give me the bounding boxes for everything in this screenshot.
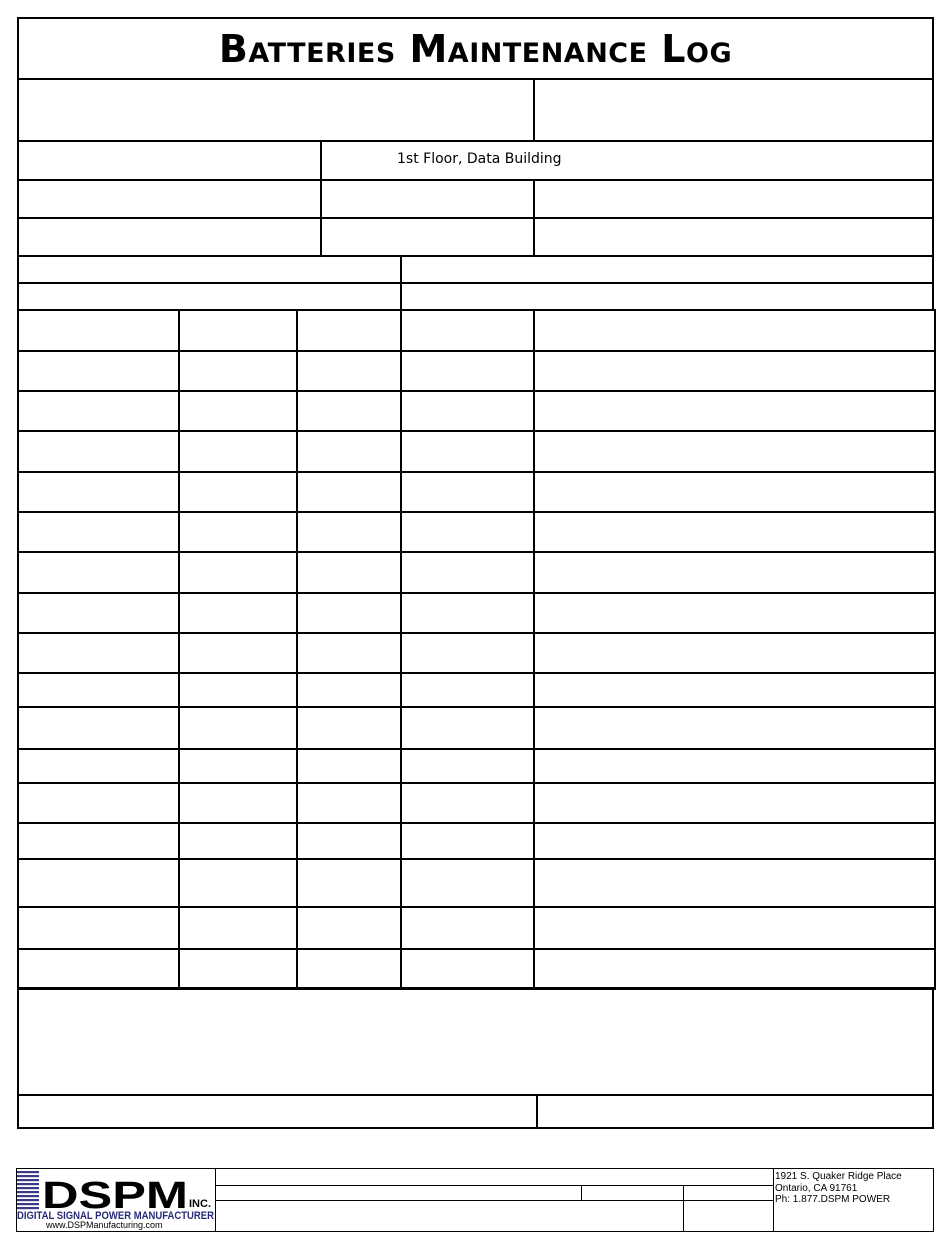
log-cell[interactable] [178, 672, 298, 708]
log-cell[interactable] [296, 706, 402, 750]
log-cell[interactable] [178, 632, 298, 674]
header-field[interactable] [17, 217, 322, 257]
log-cell[interactable] [296, 822, 402, 860]
log-cell[interactable] [533, 948, 936, 990]
header-field[interactable] [400, 282, 934, 311]
footer-field [683, 1200, 774, 1232]
log-cell[interactable] [296, 632, 402, 674]
log-cell[interactable] [178, 906, 298, 950]
log-cell[interactable] [533, 390, 936, 432]
log-cell[interactable] [400, 858, 535, 908]
log-cell[interactable] [400, 906, 535, 950]
log-cell[interactable] [296, 350, 402, 392]
notes-area[interactable] [17, 987, 934, 1096]
header-field[interactable] [533, 78, 934, 142]
log-cell[interactable] [17, 430, 180, 473]
log-cell[interactable] [533, 906, 936, 950]
dspm-logo [16, 1168, 216, 1232]
log-cell[interactable] [296, 748, 402, 784]
log-cell[interactable] [17, 748, 180, 784]
footer-field [215, 1168, 774, 1186]
log-cell[interactable] [296, 430, 402, 473]
log-cell[interactable] [400, 748, 535, 784]
location-value: 1st Floor, Data Building [397, 151, 562, 167]
log-cell[interactable] [178, 706, 298, 750]
log-cell[interactable] [400, 309, 535, 352]
log-cell[interactable] [17, 309, 180, 352]
log-cell[interactable] [178, 592, 298, 634]
log-cell[interactable] [533, 748, 936, 784]
header-field[interactable] [320, 179, 535, 219]
log-cell[interactable] [533, 858, 936, 908]
log-cell[interactable] [178, 471, 298, 513]
log-cell[interactable] [296, 906, 402, 950]
footer-field [581, 1185, 684, 1201]
log-cell[interactable] [17, 471, 180, 513]
log-cell[interactable] [400, 592, 535, 634]
log-cell[interactable] [400, 948, 535, 990]
log-cell[interactable] [296, 782, 402, 824]
log-cell[interactable] [296, 672, 402, 708]
log-cell[interactable] [296, 948, 402, 990]
logo-suffix: INC. [189, 1198, 211, 1210]
log-cell[interactable] [533, 822, 936, 860]
header-field[interactable] [17, 78, 535, 142]
log-cell[interactable] [178, 948, 298, 990]
signature-field[interactable] [536, 1094, 934, 1129]
header-field[interactable] [17, 179, 322, 219]
company-full-name: DIGITAL SIGNAL POWER MANUFACTURER [17, 1210, 215, 1222]
log-cell[interactable] [533, 632, 936, 674]
log-cell[interactable] [17, 822, 180, 860]
log-cell[interactable] [17, 706, 180, 750]
log-cell[interactable] [178, 858, 298, 908]
header-field[interactable] [17, 282, 402, 311]
log-cell[interactable] [400, 430, 535, 473]
company-website: www.DSPManufacturing.com [46, 1220, 163, 1230]
log-cell[interactable] [533, 551, 936, 594]
log-cell[interactable] [533, 511, 936, 553]
log-cell[interactable] [400, 782, 535, 824]
address-line2: Ontario, CA 91761 [775, 1182, 858, 1194]
log-cell[interactable] [400, 632, 535, 674]
log-cell[interactable] [178, 782, 298, 824]
log-cell[interactable] [17, 551, 180, 594]
log-cell[interactable] [17, 350, 180, 392]
log-cell[interactable] [178, 511, 298, 553]
log-cell[interactable] [178, 309, 298, 352]
footer-field [215, 1185, 582, 1201]
log-cell[interactable] [296, 390, 402, 432]
log-cell[interactable] [17, 390, 180, 432]
log-cell[interactable] [400, 706, 535, 750]
log-cell[interactable] [17, 592, 180, 634]
header-field[interactable] [533, 179, 934, 219]
header-field[interactable] [17, 140, 322, 181]
logo-wordmark: DSPM [42, 1175, 188, 1217]
log-cell[interactable] [533, 309, 936, 352]
log-cell[interactable] [296, 511, 402, 553]
log-cell[interactable] [533, 430, 936, 473]
log-cell[interactable] [533, 672, 936, 708]
log-cell[interactable] [533, 471, 936, 513]
log-cell[interactable] [400, 551, 535, 594]
signature-field[interactable] [17, 1094, 538, 1129]
log-cell[interactable] [17, 672, 180, 708]
log-cell[interactable] [400, 511, 535, 553]
log-cell[interactable] [178, 430, 298, 473]
log-cell[interactable] [178, 748, 298, 784]
log-cell[interactable] [533, 706, 936, 750]
log-cell[interactable] [178, 551, 298, 594]
log-cell[interactable] [533, 592, 936, 634]
address-phone: Ph: 1.877.DSPM POWER [775, 1194, 891, 1205]
logo-stripes-icon [17, 1171, 39, 1209]
location-field[interactable] [320, 140, 934, 181]
log-cell[interactable] [400, 822, 535, 860]
log-cell[interactable] [296, 309, 402, 352]
log-cell[interactable] [296, 471, 402, 513]
log-cell[interactable] [296, 858, 402, 908]
log-cell[interactable] [17, 906, 180, 950]
log-cell[interactable] [400, 350, 535, 392]
address-line1: 1921 S. Quaker Ridge Place [775, 1171, 902, 1182]
log-cell[interactable] [400, 471, 535, 513]
log-cell[interactable] [400, 672, 535, 708]
log-cell[interactable] [533, 782, 936, 824]
log-cell[interactable] [178, 390, 298, 432]
log-cell[interactable] [533, 350, 936, 392]
log-cell[interactable] [296, 592, 402, 634]
footer-field [683, 1185, 774, 1201]
log-cell[interactable] [296, 551, 402, 594]
header-field[interactable] [320, 217, 535, 257]
form-title: Batteries Maintenance Log [17, 17, 934, 80]
log-cell[interactable] [178, 350, 298, 392]
header-field[interactable] [17, 255, 402, 284]
footer-field [215, 1200, 684, 1232]
log-cell[interactable] [17, 511, 180, 553]
header-field[interactable] [400, 255, 934, 284]
log-cell[interactable] [178, 822, 298, 860]
header-field[interactable] [533, 217, 934, 257]
company-address [775, 1171, 902, 1206]
log-cell[interactable] [17, 782, 180, 824]
log-cell[interactable] [17, 948, 180, 990]
log-cell[interactable] [400, 390, 535, 432]
log-cell[interactable] [17, 632, 180, 674]
log-cell[interactable] [17, 858, 180, 908]
